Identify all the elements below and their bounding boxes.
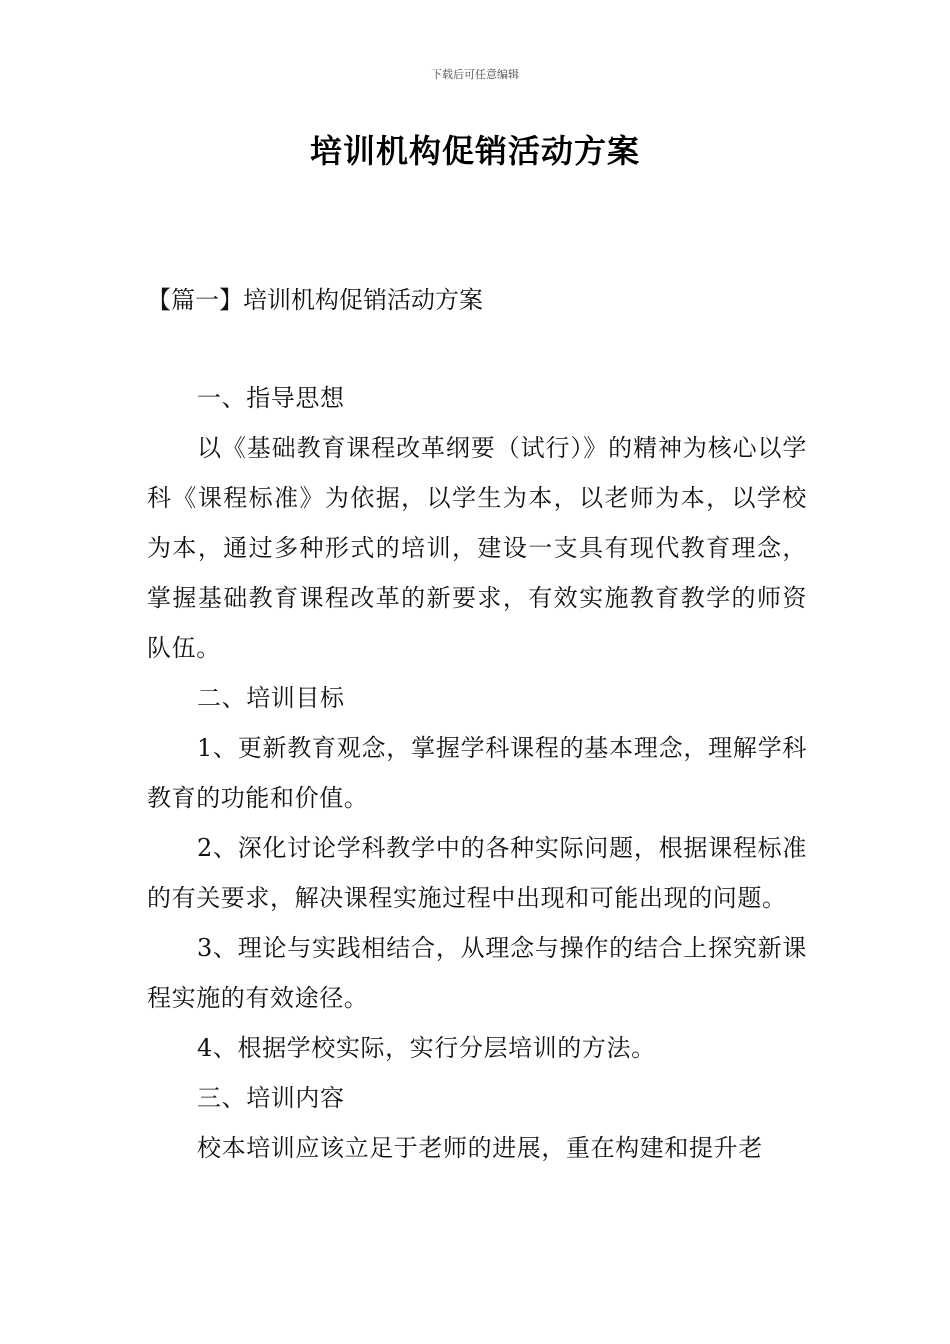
header-note: 下载后可任意编辑 xyxy=(431,68,519,81)
heading-training-content: 三、培训内容 xyxy=(197,1084,345,1112)
paragraph-goal-2: 2、深化讨论学科教学中的各种实际问题，根据课程标准的有关要求，解决课程实施过程中出现和可能出现的问题。 xyxy=(147,834,807,912)
paragraph-goal-1: 1、更新教育观念，掌握学科课程的基本理念，理解学科教育的功能和价值。 xyxy=(147,734,807,812)
document-body xyxy=(147,373,807,1173)
section-title: 【篇一】培训机构促销活动方案 xyxy=(147,286,483,314)
paragraph-training-content: 校本培训应该立足于老师的进展，重在构建和提升老 xyxy=(197,1134,763,1162)
paragraph-goal-4: 4、根据学校实际，实行分层培训的方法。 xyxy=(197,1034,656,1062)
document-title: 培训机构促销活动方案 xyxy=(309,132,640,170)
heading-training-goals: 二、培训目标 xyxy=(197,684,345,712)
heading-guiding-ideology: 一、指导思想 xyxy=(197,384,345,412)
paragraph-guiding-ideology: 以《基础教育课程改革纲要（试行）》的精神为核心以学科《课程标准》为依据，以学生为本，以老师为本，以学校为本，通过多种形式的培训，建设一支具有现代教育理念，掌握基础教育课程改革的新要求，有效实施教育教学的师资队伍。 xyxy=(147,434,807,662)
paragraph-goal-3: 3、理论与实践相结合，从理念与操作的结合上探究新课程实施的有效途径。 xyxy=(147,934,807,1012)
